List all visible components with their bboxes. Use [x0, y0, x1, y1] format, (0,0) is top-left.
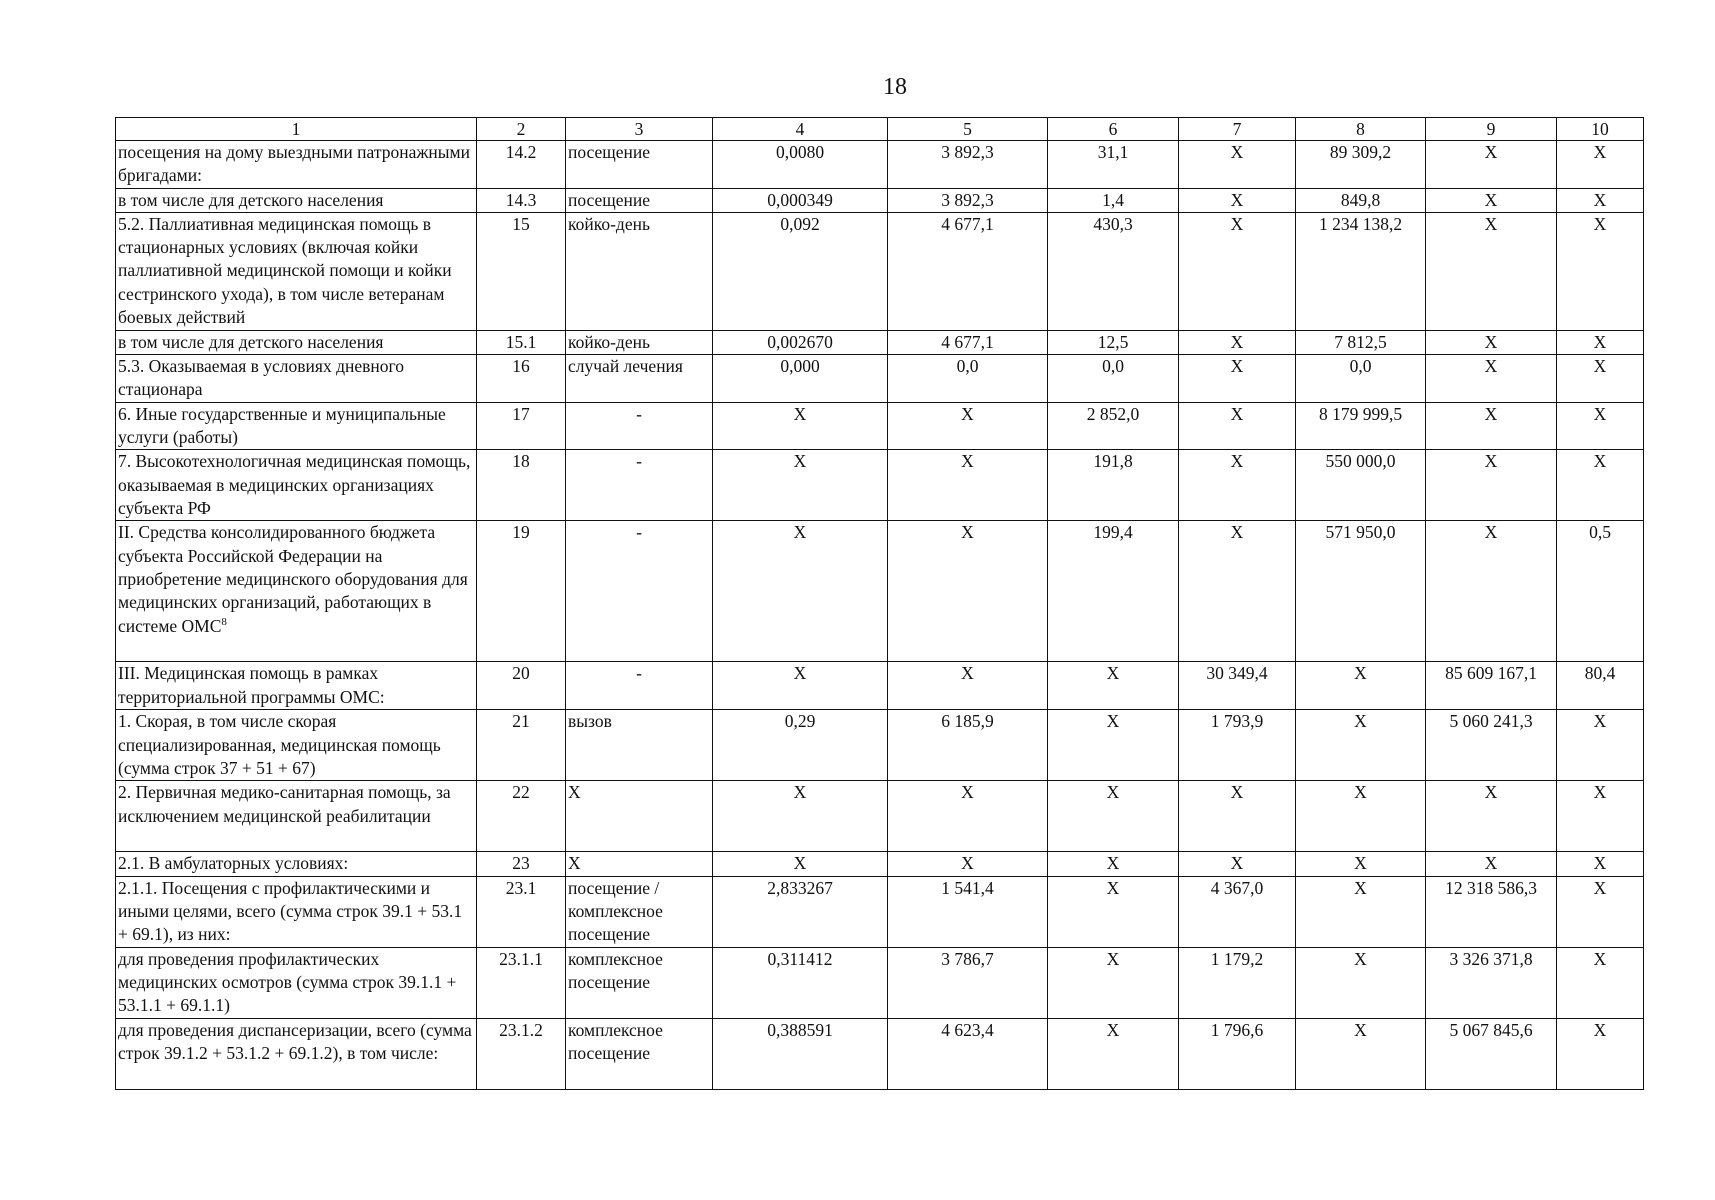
table-cell-col-10: Х	[1557, 710, 1644, 781]
table-cell-col-4: 0,092	[713, 212, 888, 330]
table-cell-col-4: 0,29	[713, 710, 888, 781]
row-name-cell	[116, 212, 477, 330]
row-name-cell	[116, 521, 477, 662]
table-cell-col-5: 3 892,3	[888, 141, 1048, 189]
table-row	[116, 781, 1644, 852]
row-name-cell	[116, 947, 477, 1018]
row-name-text: 2.1. В амбулаторных условиях:	[118, 853, 349, 874]
row-name-text: 5.2. Паллиативная медицинская помощь в стационарных условиях (включая койки паллиативной медицинской помощи и койки сестринского ухода), в том числе ветеранам боевых действий	[118, 213, 452, 328]
table-cell-col-4: 0,000	[713, 355, 888, 403]
table-cell-col-5: 4 623,4	[888, 1018, 1048, 1089]
table-cell-col-2: 23.1.2	[477, 1018, 566, 1089]
table-cell-col-9: Х	[1426, 355, 1557, 403]
table-cell-col-2: 21	[477, 710, 566, 781]
table-cell-col-9: Х	[1426, 852, 1557, 876]
table-cell-col-9: 5 060 241,3	[1426, 710, 1557, 781]
table-cell-col-2: 14.3	[477, 188, 566, 212]
table-cell-col-4: 0,388591	[713, 1018, 888, 1089]
row-name-cell	[116, 188, 477, 212]
table-row	[116, 662, 1644, 710]
header-cell: 2	[477, 118, 566, 141]
footnote-marker: 8	[221, 615, 227, 628]
row-name-text: 2.1.1. Посещения с профилактическими и иными целями, всего (сумма строк 39.1 + 53.1 + 69.1), из них:	[118, 877, 463, 945]
table-cell-col-2: 18	[477, 450, 566, 521]
table-cell-col-3: посещение / комплексное посещение	[566, 876, 713, 947]
table-cell-col-7: Х	[1179, 402, 1296, 450]
table-body	[116, 118, 1644, 1090]
row-name-text: для проведения диспансеризации, всего (сумма строк 39.1.2 + 53.1.2 + 69.1.2), в том числе:	[118, 1019, 472, 1063]
table-row	[116, 852, 1644, 876]
table-cell-col-6: 430,3	[1048, 212, 1179, 330]
table-cell-col-10: Х	[1557, 355, 1644, 403]
table-cell-col-8: 571 950,0	[1296, 521, 1426, 662]
table-cell-col-6: 2 852,0	[1048, 402, 1179, 450]
table-cell-col-4: Х	[713, 662, 888, 710]
table-cell-col-9: Х	[1426, 212, 1557, 330]
table-cell-col-6: Х	[1048, 1018, 1179, 1089]
table-cell-col-10: Х	[1557, 188, 1644, 212]
table-cell-col-7: Х	[1179, 330, 1296, 354]
table-cell-col-2: 14.2	[477, 141, 566, 189]
table-cell-col-6: Х	[1048, 852, 1179, 876]
table-cell-col-5: 4 677,1	[888, 330, 1048, 354]
table-cell-col-5: Х	[888, 450, 1048, 521]
table-cell-col-4: 0,002670	[713, 330, 888, 354]
table-cell-col-9: 85 609 167,1	[1426, 662, 1557, 710]
table-cell-col-8: 0,0	[1296, 355, 1426, 403]
row-name-cell	[116, 355, 477, 403]
table-cell-col-9: Х	[1426, 450, 1557, 521]
row-name-cell	[116, 852, 477, 876]
table-cell-col-8: Х	[1296, 852, 1426, 876]
table-cell-col-2: 15	[477, 212, 566, 330]
table-cell-col-8: Х	[1296, 1018, 1426, 1089]
table-cell-col-4: Х	[713, 450, 888, 521]
table-cell-col-10: Х	[1557, 402, 1644, 450]
data-table	[115, 117, 1644, 1090]
table-cell-col-5: Х	[888, 402, 1048, 450]
table-cell-col-5: 0,0	[888, 355, 1048, 403]
table-cell-col-9: 5 067 845,6	[1426, 1018, 1557, 1089]
table-cell-col-2: 17	[477, 402, 566, 450]
table-cell-col-10: Х	[1557, 450, 1644, 521]
table-row	[116, 710, 1644, 781]
table-cell-col-6: 12,5	[1048, 330, 1179, 354]
table-cell-col-8: 550 000,0	[1296, 450, 1426, 521]
table-cell-col-3: случай лечения	[566, 355, 713, 403]
table-cell-col-6: Х	[1048, 781, 1179, 852]
table-cell-col-2: 23.1.1	[477, 947, 566, 1018]
table-cell-col-4: Х	[713, 781, 888, 852]
table-row	[116, 876, 1644, 947]
table-cell-col-9: 3 326 371,8	[1426, 947, 1557, 1018]
table-cell-col-3: комплексное посещение	[566, 947, 713, 1018]
row-name-text: 5.3. Оказываемая в условиях дневного стационара	[118, 356, 404, 400]
table-row	[116, 330, 1644, 354]
table-cell-col-10: Х	[1557, 876, 1644, 947]
table-cell-col-6: 31,1	[1048, 141, 1179, 189]
row-name-cell	[116, 662, 477, 710]
table-cell-col-5: Х	[888, 662, 1048, 710]
table-cell-col-7: Х	[1179, 521, 1296, 662]
table-row	[116, 355, 1644, 403]
table-cell-col-6: 0,0	[1048, 355, 1179, 403]
table-cell-col-2: 23	[477, 852, 566, 876]
table-cell-col-6: 199,4	[1048, 521, 1179, 662]
table-cell-col-5: Х	[888, 521, 1048, 662]
table-cell-col-10: 0,5	[1557, 521, 1644, 662]
table-cell-col-4: Х	[713, 521, 888, 662]
table-cell-col-8: Х	[1296, 947, 1426, 1018]
table-cell-col-7: Х	[1179, 355, 1296, 403]
table-cell-col-9: Х	[1426, 188, 1557, 212]
table-cell-col-6: Х	[1048, 947, 1179, 1018]
table-cell-col-3: -	[566, 521, 713, 662]
row-name-text: 6. Иные государственные и муниципальные услуги (работы)	[118, 403, 446, 448]
row-name-cell	[116, 141, 477, 189]
table-cell-col-3: Х	[566, 781, 713, 852]
table-cell-col-10: Х	[1557, 212, 1644, 330]
table-cell-col-10: Х	[1557, 141, 1644, 189]
header-cell: 3	[566, 118, 713, 141]
table-cell-col-8: Х	[1296, 781, 1426, 852]
header-cell: 4	[713, 118, 888, 141]
table-cell-col-7: 30 349,4	[1179, 662, 1296, 710]
table-cell-col-7: Х	[1179, 188, 1296, 212]
table-header-row	[116, 118, 1644, 141]
row-name-cell	[116, 330, 477, 354]
table-cell-col-7: Х	[1179, 212, 1296, 330]
row-name-cell	[116, 876, 477, 947]
table-cell-col-9: Х	[1426, 402, 1557, 450]
table-cell-col-6: 191,8	[1048, 450, 1179, 521]
header-cell: 7	[1179, 118, 1296, 141]
table-cell-col-5: 1 541,4	[888, 876, 1048, 947]
header-cell: 1	[116, 118, 477, 141]
table-cell-col-7: Х	[1179, 450, 1296, 521]
table-cell-col-10: Х	[1557, 781, 1644, 852]
row-name-text: 2. Первичная медико-санитарная помощь, за исключением медицинской реабилитации	[118, 782, 451, 826]
table-cell-col-2: 19	[477, 521, 566, 662]
table-cell-col-2: 23.1	[477, 876, 566, 947]
table-cell-col-3: -	[566, 450, 713, 521]
table-cell-col-9: 12 318 586,3	[1426, 876, 1557, 947]
table-cell-col-10: 80,4	[1557, 662, 1644, 710]
table-cell-col-5: 3 786,7	[888, 947, 1048, 1018]
header-cell: 9	[1426, 118, 1557, 141]
row-name-cell	[116, 710, 477, 781]
row-name-text: 7. Высокотехнологичная медицинская помощь, оказываемая в медицинских организациях субъекта РФ	[118, 451, 471, 518]
table-cell-col-6: Х	[1048, 710, 1179, 781]
table-cell-col-8: 7 812,5	[1296, 330, 1426, 354]
table-row	[116, 521, 1644, 662]
table-cell-col-10: Х	[1557, 330, 1644, 354]
row-name-text: III. Медицинская помощь в рамках территориальной программы ОМС:	[118, 663, 385, 707]
table-cell-col-8: Х	[1296, 710, 1426, 781]
page-number: 18	[883, 74, 907, 100]
header-cell: 8	[1296, 118, 1426, 141]
table-row	[116, 1018, 1644, 1089]
row-name-text: II. Средства консолидированного бюджета субъекта Российской Федерации на приобретение медицинского оборудования для медицинских организаций, работающих в системе ОМС	[118, 522, 468, 636]
header-cell: 10	[1557, 118, 1644, 141]
table-cell-col-5: Х	[888, 781, 1048, 852]
table-cell-col-10: Х	[1557, 852, 1644, 876]
table-cell-col-8: Х	[1296, 662, 1426, 710]
row-name-text: посещения на дому выездными патронажными бригадами:	[118, 142, 470, 186]
table-cell-col-6: Х	[1048, 662, 1179, 710]
table-cell-col-2: 15.1	[477, 330, 566, 354]
row-name-text: 1. Скорая, в том числе скорая специализированная, медицинская помощь (сумма строк 37 + 51 + 67)	[118, 711, 441, 778]
header-cell: 5	[888, 118, 1048, 141]
table-cell-col-5: Х	[888, 852, 1048, 876]
table-cell-col-2: 22	[477, 781, 566, 852]
table-cell-col-10: Х	[1557, 1018, 1644, 1089]
table-row	[116, 402, 1644, 450]
table-cell-col-7: 1 796,6	[1179, 1018, 1296, 1089]
table-cell-col-2: 16	[477, 355, 566, 403]
table-cell-col-9: Х	[1426, 781, 1557, 852]
row-name-text: для проведения профилактических медицинских осмотров (сумма строк 39.1.1 + 53.1.1 + 69.1.1)	[118, 948, 457, 1016]
row-name-text: в том числе для детского населения	[118, 331, 384, 352]
table-cell-col-3: посещение	[566, 141, 713, 189]
row-name-cell	[116, 1018, 477, 1089]
table-cell-col-7: 1 179,2	[1179, 947, 1296, 1018]
table-cell-col-9: Х	[1426, 141, 1557, 189]
table-cell-col-8: 1 234 138,2	[1296, 212, 1426, 330]
table-cell-col-4: Х	[713, 852, 888, 876]
table-cell-col-3: вызов	[566, 710, 713, 781]
table-cell-col-8: Х	[1296, 876, 1426, 947]
table-cell-col-4: 0,0080	[713, 141, 888, 189]
table-cell-col-3: Х	[566, 852, 713, 876]
table-cell-col-3: комплексное посещение	[566, 1018, 713, 1089]
table-cell-col-4: Х	[713, 402, 888, 450]
table-cell-col-7: Х	[1179, 781, 1296, 852]
table-cell-col-8: 8 179 999,5	[1296, 402, 1426, 450]
row-name-cell	[116, 781, 477, 852]
table-row	[116, 450, 1644, 521]
table-cell-col-5: 6 185,9	[888, 710, 1048, 781]
table-cell-col-4: 0,311412	[713, 947, 888, 1018]
table-cell-col-5: 3 892,3	[888, 188, 1048, 212]
table-cell-col-7: 1 793,9	[1179, 710, 1296, 781]
table-cell-col-6: Х	[1048, 876, 1179, 947]
table-row	[116, 947, 1644, 1018]
table-cell-col-3: -	[566, 662, 713, 710]
table-cell-col-10: Х	[1557, 947, 1644, 1018]
table-cell-col-4: 2,833267	[713, 876, 888, 947]
table-cell-col-9: Х	[1426, 330, 1557, 354]
table-cell-col-8: 89 309,2	[1296, 141, 1426, 189]
table-cell-col-6: 1,4	[1048, 188, 1179, 212]
table-row	[116, 212, 1644, 330]
table-cell-col-7: Х	[1179, 141, 1296, 189]
table-cell-col-5: 4 677,1	[888, 212, 1048, 330]
table-cell-col-4: 0,000349	[713, 188, 888, 212]
header-cell: 6	[1048, 118, 1179, 141]
table-cell-col-2: 20	[477, 662, 566, 710]
row-name-cell	[116, 402, 477, 450]
table-cell-col-7: Х	[1179, 852, 1296, 876]
table-cell-col-3: койко-день	[566, 330, 713, 354]
table-row	[116, 188, 1644, 212]
table-cell-col-3: -	[566, 402, 713, 450]
table-cell-col-7: 4 367,0	[1179, 876, 1296, 947]
table-cell-col-3: койко-день	[566, 212, 713, 330]
table-cell-col-3: посещение	[566, 188, 713, 212]
table-cell-col-8: 849,8	[1296, 188, 1426, 212]
table-cell-col-9: Х	[1426, 521, 1557, 662]
row-name-text: в том числе для детского населения	[118, 189, 384, 210]
table-row	[116, 141, 1644, 189]
row-name-cell	[116, 450, 477, 521]
